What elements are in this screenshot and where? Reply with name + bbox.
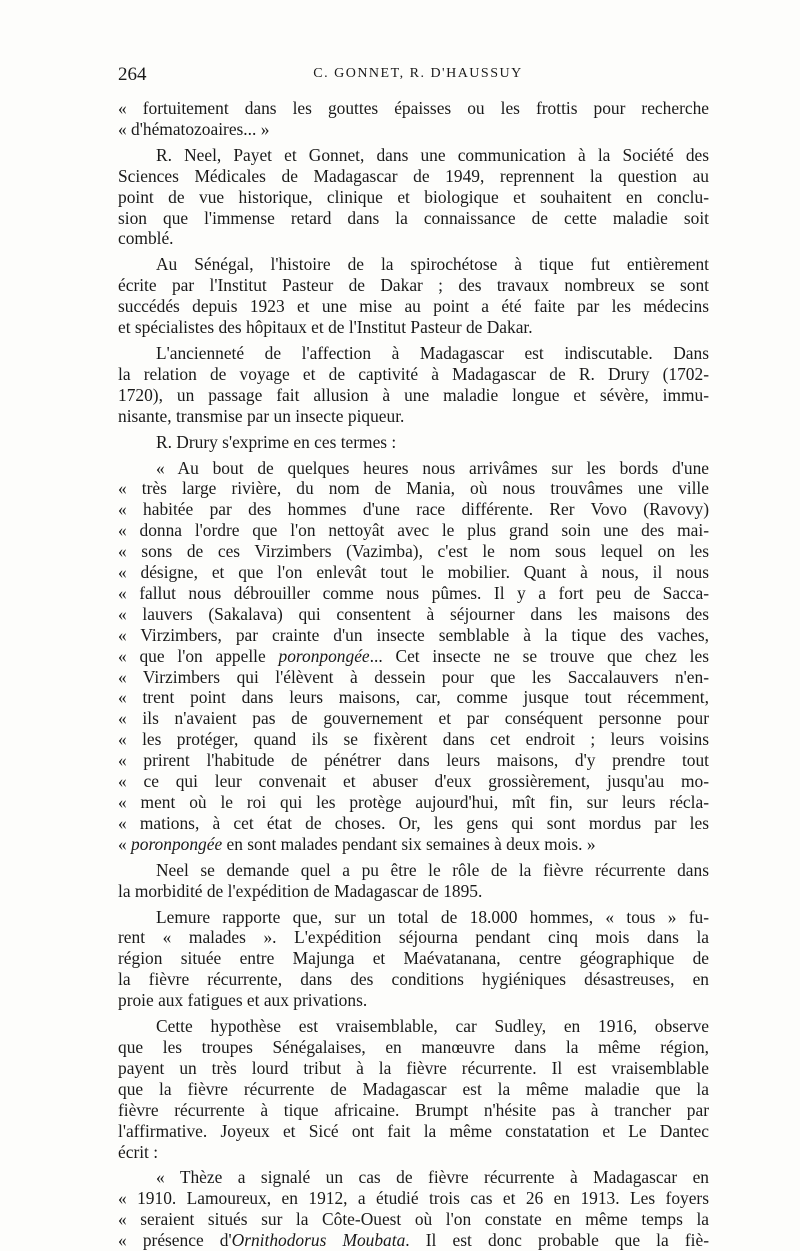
quote-line: « Virzimbers, par crainte d'un insecte semblable à la tique des vaches, [118,624,709,645]
quote-line: « 1910. Lamoureux, en 1912, a étudié trois cas et 26 en 1913. Les foyers [118,1188,709,1209]
text-line: comblé. [118,228,174,249]
quote-line: « ils n'avaient pas de gouvernement et par conséquent personne pour [118,708,709,729]
quote-line: « que l'on appelle poronpongée... Cet insecte ne se trouve que chez les [118,645,709,666]
text-line: que les troupes Sénégalaises, en manœuvre dans la même région, [118,1036,709,1057]
text-line: région située entre Majunga et Maévatanana, centre géographique de [118,948,709,969]
text-line: point de vue historique, clinique et biologique et souhaitent en conclu- [118,186,709,207]
quote-line: « poronpongée en sont malades pendant six semaines à deux mois. » [118,833,596,854]
page-header [118,64,718,88]
quote-line: « Virzimbers qui l'élèvent à dessein pour que les Saccalauvers n'en- [118,666,709,687]
page-number: 264 [118,64,147,85]
text-line: la relation de voyage et de captivité à Madagascar de R. Drury (1702- [118,363,709,384]
text-line: Au Sénégal, l'histoire de la spirochétose à tique fut entièrement [156,254,709,275]
text-line: payent un très lourd tribut à la fièvre récurrente. Il est vraisemblable [118,1057,709,1078]
quote-line: « Au bout de quelques heures nous arrivâmes sur les bords d'une [156,457,709,478]
text-line: Sciences Médicales de Madagascar de 1949, reprennent la question au [118,165,709,186]
quote-line: « donna l'ordre que l'on nettoyât avec le plus grand soin une des mai- [118,520,709,541]
italic-term: poronpongée [278,645,370,666]
text-line: L'ancienneté de l'affection à Madagascar est indiscutable. Dans [156,342,709,363]
text-line: Lemure rapporte que, sur un total de 18.000 hommes, « tous » fu- [156,906,709,927]
text-line: « d'hématozoaires... » [118,118,270,139]
text-line: que la fièvre récurrente de Madagascar est la même maladie que la [118,1078,709,1099]
running-head: C. GONNET, R. D'HAUSSUY [313,66,523,81]
quote-line: « mations, à cet état de choses. Or, les gens qui sont mordus par les [118,812,709,833]
text-line: Cette hypothèse est vraisemblable, car Sudley, en 1916, observe [156,1016,709,1037]
text-line: « fortuitement dans les gouttes épaisses ou les frottis pour recherche [118,98,709,118]
quote-line: « les protéger, quand ils se fixèrent dans cet endroit ; leurs voisins [118,729,709,750]
text-line: nisante, transmise par un insecte piqueur. [118,405,405,426]
quote-line: « lauvers (Sakalava) qui consentent à séjourner dans les maisons des [118,603,709,624]
quote-line: « très large rivière, du nom de Mania, où nous trouvâmes une ville [118,478,709,499]
text-line: la morbidité de l'expédition de Madagascar de 1895. [118,880,483,901]
text-line: écrite par l'Institut Pasteur de Dakar ; des travaux nombreux se sont [118,275,709,296]
quote-line: « ment où le roi qui les protège aujourd'hui, mît fin, sur leurs récla- [118,792,709,812]
quote-line: « sons de ces Virzimbers (Vazimba), c'est le nom sous lequel on les [118,541,709,562]
text-line: écrit : [118,1141,159,1162]
quote-line: « désigne, et que l'on enlevât tout le mobilier. Quant à nous, il nous [118,562,709,583]
text-line: et spécialistes des hôpitaux et de l'Institut Pasteur de Dakar. [118,317,533,338]
text-line: 1720), un passage fait allusion à une maladie longue et sévère, immu- [118,384,709,405]
text-line: proie aux fatigues et aux privations. [118,990,368,1011]
quote-line: « seraient situés sur la Côte-Ouest où l'on constate en même temps la [118,1209,709,1230]
text-line: la fièvre récurrente, dans des conditions hygiéniques désastreuses, en [118,969,709,990]
quote-line: « présence d'Ornithodorus Moubata. Il est donc probable que la fiè- [118,1230,709,1251]
quote-line: « prirent l'habitude de pénétrer dans leurs maisons, d'y prendre tout [118,750,709,771]
quote-line: « ce qui leur convenait et abuser d'eux grossièrement, jusqu'au mo- [118,771,709,792]
quote-line: « trent point dans leurs maisons, car, comme jusque tout récemment, [118,687,709,708]
text-line: sion que l'immense retard dans la connaissance de cette maladie soit [118,207,709,228]
quote-line: « fallut nous débrouiller comme nous pûmes. Il y a fort peu de Sacca- [118,582,709,603]
quote-line: « Thèze a signalé un cas de fièvre récurrente à Madagascar en [156,1167,709,1188]
text-line: Neel se demande quel a pu être le rôle de la fièvre récurrente dans [156,859,709,880]
text-line: succédés depuis 1923 et une mise au point a été faite par les médecins [118,296,709,317]
italic-term: poronpongée [131,833,223,854]
body-text [118,98,709,1251]
text-line: rent « malades ». L'expédition séjourna pendant cinq mois dans la [118,927,709,948]
text-line: l'affirmative. Joyeux et Sicé ont fait la même constatation et Le Dantec [118,1120,709,1141]
text-line: fièvre récurrente à tique africaine. Brumpt n'hésite pas à trancher par [118,1099,709,1120]
text-line: R. Neel, Payet et Gonnet, dans une communication à la Société des [156,144,709,165]
text-line: R. Drury s'exprime en ces termes : [156,431,397,452]
quote-line: « habitée par des hommes d'une race différente. Rer Vovo (Ravovy) [118,499,709,520]
italic-term: Ornithodorus Moubata [231,1230,406,1251]
